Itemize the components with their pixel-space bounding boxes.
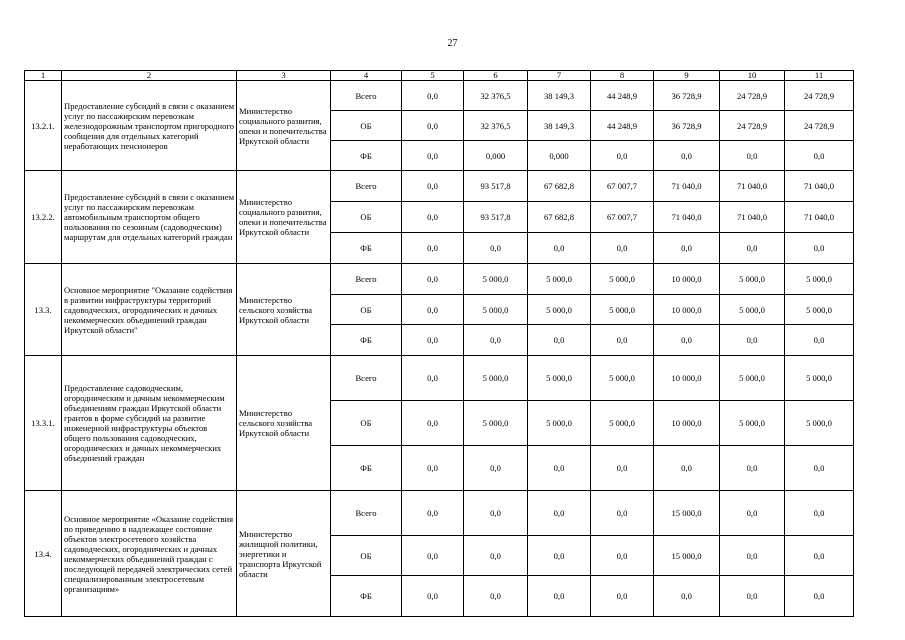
amount-cell: 0,0: [654, 233, 720, 264]
header-cell: 7: [528, 71, 591, 81]
amount-cell: 71 040,0: [785, 171, 854, 202]
amount-cell: 0,0: [591, 325, 654, 356]
amount-cell: 0,0: [785, 446, 854, 491]
amount-cell: 0,0: [785, 325, 854, 356]
amount-cell: 5 000,0: [720, 356, 785, 401]
amount-cell: 0,0: [785, 141, 854, 171]
amount-cell: 0,0: [720, 141, 785, 171]
amount-cell: 5 000,0: [591, 356, 654, 401]
amount-cell: 15 000,0: [654, 491, 720, 536]
amount-cell: 5 000,0: [464, 295, 528, 325]
amount-cell: 0,0: [464, 233, 528, 264]
funding-source: ОБ: [331, 111, 402, 141]
item-name: Основное мероприятие "Оказание содействия в развитии инфраструктуры территорий садоводческих, огороднических и дачных некоммерческих объединений граждан Иркутской области": [62, 264, 237, 356]
header-row: [25, 71, 854, 81]
amount-cell: 0,0: [464, 446, 528, 491]
item-number: 13.4.: [25, 491, 62, 617]
amount-cell: 0,0: [720, 325, 785, 356]
amount-cell: 0,0: [654, 446, 720, 491]
amount-cell: 93 517,8: [464, 171, 528, 202]
amount-cell: 0,0: [591, 491, 654, 536]
amount-cell: 5 000,0: [720, 401, 785, 446]
amount-cell: 24 728,9: [720, 111, 785, 141]
amount-cell: 24 728,9: [785, 81, 854, 111]
amount-cell: 5 000,0: [464, 264, 528, 295]
amount-cell: 5 000,0: [528, 401, 591, 446]
header-cell: 1: [25, 71, 62, 81]
amount-cell: 5 000,0: [528, 356, 591, 401]
header-cell: 4: [331, 71, 402, 81]
item-executor: Министерство сельского хозяйства Иркутской области: [237, 356, 331, 491]
amount-cell: 44 248,9: [591, 111, 654, 141]
item-number: 13.3.: [25, 264, 62, 356]
amount-cell: 0,0: [591, 536, 654, 576]
item-executor: Министерство социального развития, опеки и попечительства Иркутской области: [237, 171, 331, 264]
amount-cell: 5 000,0: [528, 295, 591, 325]
amount-cell: 5 000,0: [720, 264, 785, 295]
amount-cell: 0,0: [528, 491, 591, 536]
item-number: 13.3.1.: [25, 356, 62, 491]
header-cell: 10: [720, 71, 785, 81]
amount-cell: 71 040,0: [720, 202, 785, 233]
amount-cell: 0,0: [464, 491, 528, 536]
amount-cell: 0,0: [785, 233, 854, 264]
amount-cell: 0,0: [402, 202, 464, 233]
item-number: 13.2.1.: [25, 81, 62, 171]
amount-cell: 0,0: [402, 536, 464, 576]
amount-cell: 0,0: [402, 111, 464, 141]
table-row: [25, 171, 854, 202]
funding-source: ОБ: [331, 536, 402, 576]
header-cell: 9: [654, 71, 720, 81]
amount-cell: 0,0: [591, 141, 654, 171]
amount-cell: 0,0: [720, 576, 785, 617]
amount-cell: 36 728,9: [654, 111, 720, 141]
amount-cell: 0,0: [402, 491, 464, 536]
amount-cell: 67 682,8: [528, 171, 591, 202]
table-row: [25, 81, 854, 111]
funding-source: ФБ: [331, 325, 402, 356]
amount-cell: 71 040,0: [785, 202, 854, 233]
amount-cell: 10 000,0: [654, 264, 720, 295]
amount-cell: 5 000,0: [591, 264, 654, 295]
amount-cell: 5 000,0: [785, 264, 854, 295]
amount-cell: 5 000,0: [720, 295, 785, 325]
table-row: [25, 264, 854, 295]
amount-cell: 5 000,0: [464, 356, 528, 401]
amount-cell: 32 376,5: [464, 81, 528, 111]
item-number: 13.2.2.: [25, 171, 62, 264]
page-number: 27: [447, 38, 458, 49]
amount-cell: 0,0: [591, 446, 654, 491]
budget-table: [24, 70, 854, 617]
amount-cell: 0,0: [528, 576, 591, 617]
amount-cell: 0,0: [785, 536, 854, 576]
amount-cell: 0,0: [654, 576, 720, 617]
header-cell: 6: [464, 71, 528, 81]
amount-cell: 5 000,0: [464, 401, 528, 446]
amount-cell: 0,0: [402, 446, 464, 491]
amount-cell: 0,0: [720, 233, 785, 264]
amount-cell: 67 007,7: [591, 171, 654, 202]
amount-cell: 0,0: [402, 325, 464, 356]
amount-cell: 0,0: [402, 576, 464, 617]
amount-cell: 0,0: [402, 171, 464, 202]
header-cell: 11: [785, 71, 854, 81]
amount-cell: 0,0: [528, 233, 591, 264]
amount-cell: 24 728,9: [785, 111, 854, 141]
amount-cell: 71 040,0: [654, 171, 720, 202]
amount-cell: 0,0: [720, 491, 785, 536]
funding-source: Всего: [331, 264, 402, 295]
amount-cell: 0,0: [591, 576, 654, 617]
table-row: [25, 491, 854, 536]
header-cell: 3: [237, 71, 331, 81]
item-executor: Министерство жилищной политики, энергетики и транспорта Иркутской области: [237, 491, 331, 617]
funding-source: ФБ: [331, 233, 402, 264]
funding-source: ОБ: [331, 202, 402, 233]
amount-cell: 93 517,8: [464, 202, 528, 233]
amount-cell: 0,0: [402, 401, 464, 446]
funding-source: ФБ: [331, 446, 402, 491]
amount-cell: 0,0: [402, 141, 464, 171]
amount-cell: 0,0: [402, 81, 464, 111]
amount-cell: 0,0: [528, 325, 591, 356]
amount-cell: 10 000,0: [654, 295, 720, 325]
amount-cell: 0,0: [654, 141, 720, 171]
amount-cell: 0,0: [402, 356, 464, 401]
amount-cell: 0,0: [528, 536, 591, 576]
amount-cell: 5 000,0: [785, 356, 854, 401]
amount-cell: 0,0: [591, 233, 654, 264]
funding-source: Всего: [331, 171, 402, 202]
amount-cell: 0,0: [785, 491, 854, 536]
amount-cell: 5 000,0: [785, 295, 854, 325]
amount-cell: 36 728,9: [654, 81, 720, 111]
header-cell: 5: [402, 71, 464, 81]
header-cell: 8: [591, 71, 654, 81]
amount-cell: 44 248,9: [591, 81, 654, 111]
item-name: Предоставление субсидий в связи с оказанием услуг по пассажирским перевозкам железнодорожным транспортом пригородного сообщения для отдельных категорий неработающих пенсионеров: [62, 81, 237, 171]
amount-cell: 0,0: [464, 536, 528, 576]
amount-cell: 0,0: [720, 446, 785, 491]
item-name: Основное мероприятие «Оказание содействия по приведению в надлежащее состояние объектов электросетевого хозяйства садоводческих, огороднических и дачных некоммерческих объединений граждан с последующей передачей электрических сетей специализированным электросетевым организациям»: [62, 491, 237, 617]
amount-cell: 71 040,0: [720, 171, 785, 202]
funding-source: Всего: [331, 81, 402, 111]
amount-cell: 0,0: [464, 576, 528, 617]
amount-cell: 32 376,5: [464, 111, 528, 141]
item-executor: Министерство сельского хозяйства Иркутской области: [237, 264, 331, 356]
amount-cell: 5 000,0: [785, 401, 854, 446]
funding-source: ОБ: [331, 401, 402, 446]
amount-cell: 10 000,0: [654, 356, 720, 401]
item-name: Предоставление субсидий в связи с оказанием услуг по пассажирским перевозкам автомобильным транспортом общего пользования по сезонным (садоводческим) маршрутам для отдельных категорий граждан: [62, 171, 237, 264]
amount-cell: 0,000: [528, 141, 591, 171]
amount-cell: 0,000: [464, 141, 528, 171]
item-name: Предоставление садоводческим, огородническим и дачным некоммерческим объединениям граждан Иркутской области грантов в форме субсидий на развитие инженерной инфраструктуры объектов общего пользования садоводческих, огороднических и дачных некоммерческих объединений граждан: [62, 356, 237, 491]
amount-cell: 5 000,0: [528, 264, 591, 295]
funding-source: ОБ: [331, 295, 402, 325]
amount-cell: 0,0: [402, 264, 464, 295]
amount-cell: 0,0: [402, 233, 464, 264]
funding-source: ФБ: [331, 141, 402, 171]
amount-cell: 15 000,0: [654, 536, 720, 576]
table-body: [25, 71, 854, 617]
amount-cell: 67 007,7: [591, 202, 654, 233]
amount-cell: 0,0: [402, 295, 464, 325]
amount-cell: 38 149,3: [528, 81, 591, 111]
amount-cell: 71 040,0: [654, 202, 720, 233]
amount-cell: 5 000,0: [591, 401, 654, 446]
item-executor: Министерство социального развития, опеки и попечительства Иркутской области: [237, 81, 331, 171]
header-cell: 2: [62, 71, 237, 81]
table-row: [25, 356, 854, 401]
amount-cell: 67 682,8: [528, 202, 591, 233]
amount-cell: 24 728,9: [720, 81, 785, 111]
funding-source: Всего: [331, 356, 402, 401]
amount-cell: 0,0: [464, 325, 528, 356]
funding-source: ФБ: [331, 576, 402, 617]
amount-cell: 0,0: [785, 576, 854, 617]
amount-cell: 38 149,3: [528, 111, 591, 141]
amount-cell: 5 000,0: [591, 295, 654, 325]
amount-cell: 0,0: [528, 446, 591, 491]
funding-source: Всего: [331, 491, 402, 536]
amount-cell: 0,0: [654, 325, 720, 356]
amount-cell: 0,0: [720, 536, 785, 576]
amount-cell: 10 000,0: [654, 401, 720, 446]
